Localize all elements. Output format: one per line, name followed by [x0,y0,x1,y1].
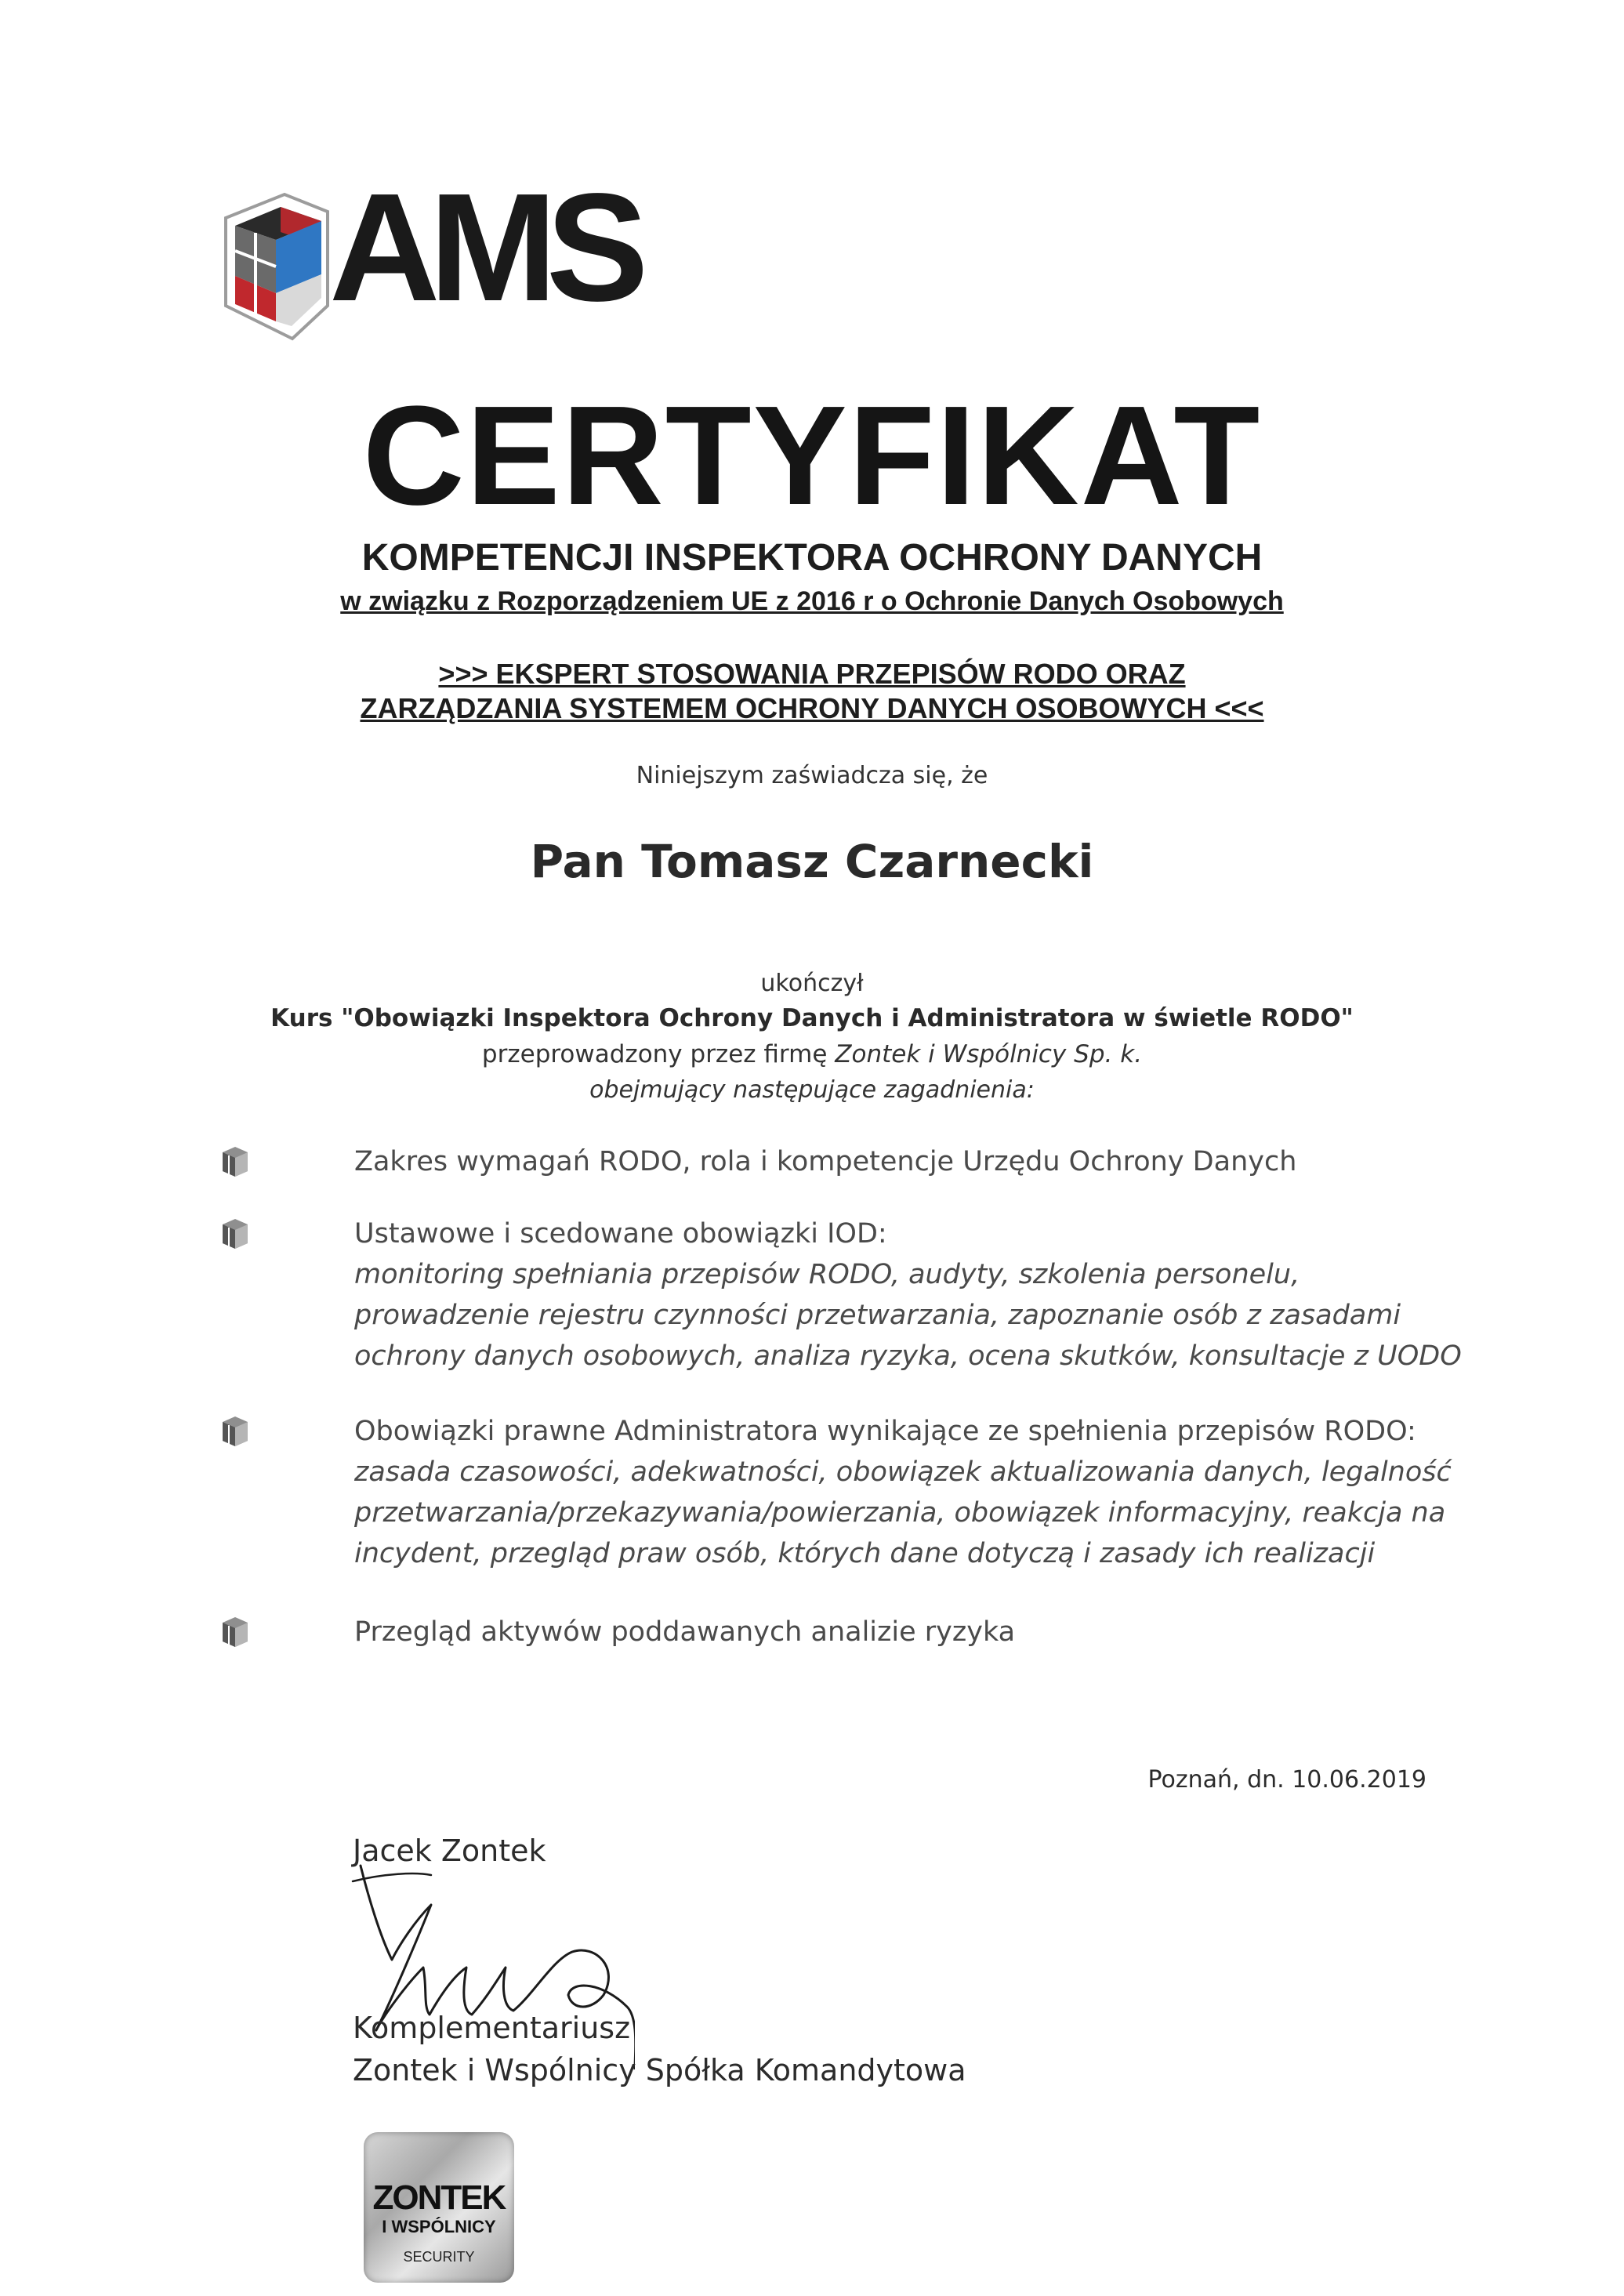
cube-bullet-icon [219,1414,251,1449]
certificate-subtitle: KOMPETENCJI INSPEKTORA OCHRONY DANYCH [361,537,1263,579]
conducted-company: Zontek i Wspólnicy Sp. k. [835,1040,1143,1068]
topic-lead: Ustawowe i scedowane obowiązki IOD: [354,1218,887,1250]
cube-bullet-icon [219,1615,251,1649]
topic-lead: Zakres wymagań RODO, rola i kompetencje Urzędu Ochrony Danych [354,1146,1297,1177]
expert-line-1: >>> EKSPERT STOSOWANIA PRZEPISÓW RODO ORAZ [438,658,1186,690]
cube-logo-icon [218,188,335,345]
completed-text: ukończył [760,970,864,997]
topic-lead: Przegląd aktywów poddawanych analizie ryzyka [354,1616,1016,1648]
recipient-name: Pan Tomasz Czarnecki [530,835,1094,888]
seal-text-3: SECURITY [403,2249,475,2265]
topic-detail: zasada czasowości, adekwatności, obowiązek aktualizowania danych, legalność przetwarzania/przekazywania/powierzania, obowiązek informacyjny, reakcja na incydent, przegląd praw osób, których dane dotyczą i zasady ich realizacji [354,1456,1452,1569]
place-date: Poznań, dn. 10.06.2019 [1147,1766,1426,1794]
regulation-line: w związku z Rozporządzeniem UE z 2016 r o Ochronie Danych Osobowych [340,586,1284,616]
covering-text: obejmujący następujące zagadnienia: [589,1076,1035,1104]
seal-text-2: I WSPÓLNICY [382,2217,496,2236]
cube-bullet-icon [219,1144,251,1179]
expert-line-2: ZARZĄDZANIA SYSTEMEM OCHRONY DANYCH OSOBOWYCH <<< [360,692,1264,724]
seal-text-1: ZONTEK [372,2178,506,2217]
logo-wordmark: AMS [329,161,638,333]
signer-name: Jacek Zontek [353,1834,546,1868]
certificate-title: CERTYFIKAT [362,377,1262,535]
ams-logo [218,161,638,345]
topic-detail: monitoring spełniania przepisów RODO, audyty, szkolenia personelu, prowadzenie rejestru czynności przetwarzania, zapoznanie osób z zasadami ochrony danych osobowych, analiza ryzyka, ocena skutków, konsultacje z UODO [354,1259,1462,1372]
topic-lead: Obowiązki prawne Administratora wynikające ze spełnienia przepisów RODO: [354,1416,1416,1447]
conducted-prefix: przeprowadzony przez firmę [481,1040,836,1068]
course-title: Kurs "Obowiązki Inspektora Ochrony Danych i Administratora w świetle RODO" [270,1004,1354,1032]
certifies-text: Niniejszym zaświadcza się, że [636,762,988,789]
cube-bullet-icon [219,1217,251,1251]
security-hologram-seal [364,2132,514,2283]
conducted-by [0,1040,1624,1068]
signer-company: Zontek i Wspólnicy Spółka Komandytowa [353,2053,966,2087]
signer-role: Komplementariusz [353,2011,631,2045]
